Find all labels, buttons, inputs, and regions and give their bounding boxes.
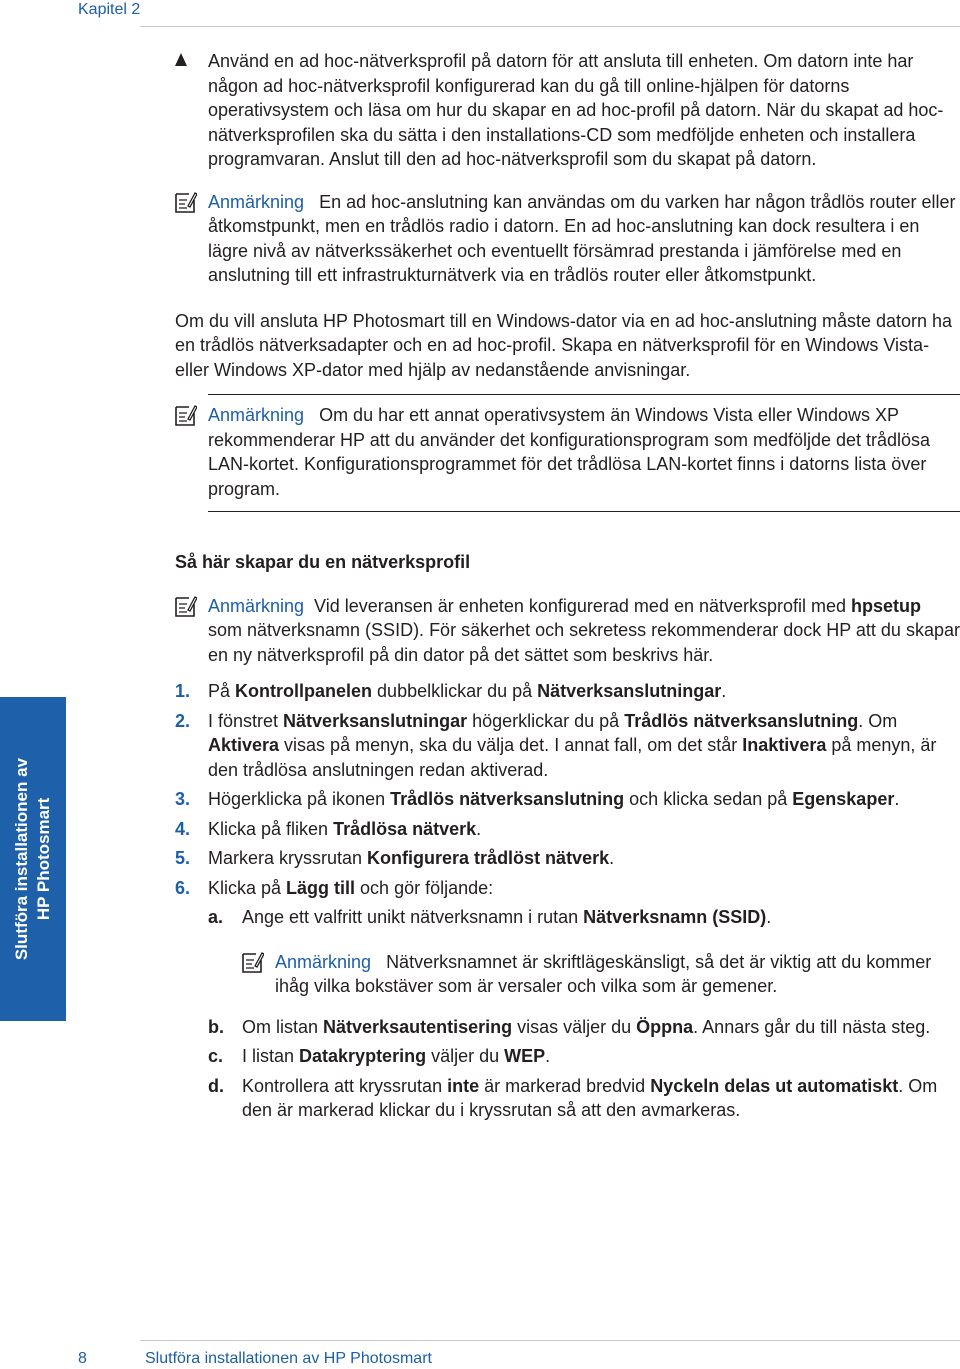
step-item (175, 846, 960, 871)
substep-text: är markerad bredvid (479, 1075, 651, 1096)
intro-paragraph: Om du vill ansluta HP Photosmart till en Windows-dator via en ad hoc-anslutning måste datorn ha en trådlös nätverksadapter och en ad hoc-profil. Skapa en nätverksprofil för en Windows Vista- eller Windows XP-dator med hjälp av nedanstående anvisningar. (175, 310, 953, 380)
steps-list (175, 679, 960, 1123)
step-text: Klicka på (208, 877, 287, 898)
substep-item (208, 905, 960, 999)
bullet-item (175, 49, 960, 172)
step-bold: Egenskaper (792, 789, 895, 809)
step-text: I fönstret (208, 710, 284, 731)
header-rule (140, 26, 960, 27)
step-number: 5. (175, 848, 191, 868)
step-number: 3. (175, 789, 191, 809)
substep-text: väljer du (426, 1046, 505, 1066)
step-bold: Trådlösa nätverk (333, 818, 477, 839)
substep-text: . (545, 1046, 551, 1066)
side-tab-line2: HP Photosmart (34, 797, 53, 921)
note-title: Anmärkning (275, 951, 372, 972)
substep-bold: Nätverksnamn (SSID) (583, 907, 767, 927)
substep-bold: Nyckeln delas ut automatiskt (650, 1075, 899, 1096)
substep-text: Ange ett valfritt unikt nätverksnamn i rutan (242, 907, 584, 927)
footer-title: Slutföra installationen av HP Photosmart (145, 1350, 432, 1367)
substep-text: I listan (242, 1046, 300, 1066)
note-text: Om du har ett annat operativsystem än Windows Vista eller Windows XP rekommenderar HP att du använder det konfigurationsprogram som medföljde det trådlösa LAN-kortet. Konfigurationsprogrammet för det trådlösa LAN-kortet finns i datorns lista över program. (208, 405, 931, 499)
note-icon (175, 404, 197, 426)
step-bold: Aktivera (208, 735, 280, 755)
step-number: 2. (175, 710, 191, 731)
step-bold: Konfigurera trådlöst nätverk (367, 848, 610, 868)
substep-letter: a. (208, 907, 224, 927)
note-os (175, 403, 960, 512)
note-bottom-rule (208, 511, 960, 512)
substeps-list (208, 905, 960, 1123)
note-title: Anmärkning (208, 191, 305, 212)
step-text: . (476, 818, 482, 839)
note-title: Anmärkning (208, 595, 305, 616)
bullet-text: Använd en ad hoc-nätverksprofil på datorn för att ansluta till enheten. Om datorn inte har någon ad hoc-nätverksprofil konfigurerad kan du gå till online-hjälpen för datorns operativsystem och läsa om hur du skapar en ad hoc-profil på datorn. När du skapat ad hoc-nätverksprofilen ska du sätta i den installations-CD som medföljde enheten och installera programvaran. Anslut till den ad hoc-nätverksprofil som du skapat på datorn. (208, 51, 944, 169)
substep-bold: inte (447, 1075, 480, 1096)
substep-text: . Annars går du till nästa steg. (693, 1016, 931, 1037)
side-tab-text (11, 758, 55, 960)
step-bold: Lägg till (286, 877, 356, 898)
note-text: Nätverksnamnet är skriftlägeskänsligt, så det är viktig att du kommer ihåg vilka bokstäver som är versaler och vilka som är gemener. (275, 951, 932, 996)
substep-item (208, 1044, 960, 1069)
step-bold: Trådlös nätverksanslutning (390, 789, 625, 809)
side-tab (0, 697, 66, 1021)
step-text: Högerklicka på ikonen (208, 789, 391, 809)
step-number: 1. (175, 681, 191, 701)
step-text: och klicka sedan på (624, 789, 793, 809)
step-text: på menyn, är den trådlösa anslutningen redan aktiverad. (208, 735, 937, 780)
step-bold: Inaktivera (742, 735, 827, 755)
step-text: visas på menyn, ska du välja det. I annat fall, om det står (279, 735, 743, 755)
step-text: högerklickar du på (467, 710, 625, 731)
substep-letter: b. (208, 1016, 224, 1037)
step-bold: Trådlös nätverksanslutning (624, 710, 859, 731)
step-text: . (894, 789, 900, 809)
note-case-sensitive (242, 950, 960, 999)
substep-item (208, 1074, 960, 1123)
side-tab-line1: Slutföra installationen av (12, 757, 31, 961)
step-bold: Kontrollpanelen (235, 681, 373, 701)
step-item (175, 787, 960, 812)
step-number: 6. (175, 877, 191, 898)
substep-bold: Datakryptering (299, 1046, 427, 1066)
substep-text: visas väljer du (512, 1016, 637, 1037)
step-item (175, 679, 960, 704)
main-content (175, 49, 960, 1128)
step-bold: Nätverksanslutningar (537, 681, 722, 701)
triangle-bullet-icon (175, 53, 187, 66)
note-text-1: Vid leveransen är enheten konfigurerad med en nätverksprofil med (314, 595, 852, 616)
substep-bold: WEP (504, 1046, 546, 1066)
substep-bold: Öppna (636, 1016, 694, 1037)
step-text: . Om (858, 710, 898, 731)
note-top-rule (208, 394, 960, 395)
note-adhoc (175, 190, 960, 288)
note-bold-hpsetup: hpsetup (851, 595, 922, 616)
step-item (175, 876, 960, 1123)
substep-item (208, 1015, 960, 1040)
note-icon (242, 951, 264, 973)
step-number: 4. (175, 818, 191, 839)
step-text: På (208, 681, 236, 701)
substep-text: Kontrollera att kryssrutan (242, 1075, 448, 1096)
step-text: . (609, 848, 615, 868)
note-title: Anmärkning (208, 405, 305, 425)
substep-letter: d. (208, 1075, 224, 1096)
footer-rule (140, 1340, 960, 1341)
note-text-2: som nätverksnamn (SSID). För säkerhet och sekretess rekommenderar dock HP att du skapar en ny nätverksprofil på din dator på det sättet som beskrivs här. (208, 620, 960, 665)
substep-text: . Om den är markerad klickar du i kryssrutan så att den avmarkeras. (242, 1075, 938, 1120)
note-hpsetup (175, 594, 960, 668)
substep-bold: Nätverksautentisering (323, 1016, 513, 1037)
step-item (175, 709, 960, 783)
step-text: Klicka på fliken (208, 818, 334, 839)
note-text: En ad hoc-anslutning kan användas om du varken har någon trådlös router eller åtkomstpunkt, men en trådlös radio i datorn. En ad hoc-anslutning kan dock resultera i en lägre nivå av nätverkssäkerhet och eventuellt försämrad prestanda i jämförelse med en anslutning till ett infrastrukturnätverk via en trådlös router eller åtkomstpunkt. (208, 191, 956, 285)
step-text: . (721, 681, 727, 701)
note-icon (175, 191, 197, 213)
section-heading: Så här skapar du en nätverksprofil (175, 552, 471, 572)
chapter-label: Kapitel 2 (78, 1, 141, 18)
step-bold: Nätverksanslutningar (283, 710, 468, 731)
substep-letter: c. (208, 1046, 224, 1066)
note-icon (175, 595, 197, 617)
step-item (175, 817, 960, 842)
step-text: Markera kryssrutan (208, 848, 368, 868)
step-text: och gör följande: (355, 877, 494, 898)
substep-text: Om listan (242, 1016, 324, 1037)
step-text: dubbelklickar du på (372, 681, 538, 701)
substep-text: . (766, 907, 772, 927)
page-number: 8 (78, 1350, 87, 1367)
